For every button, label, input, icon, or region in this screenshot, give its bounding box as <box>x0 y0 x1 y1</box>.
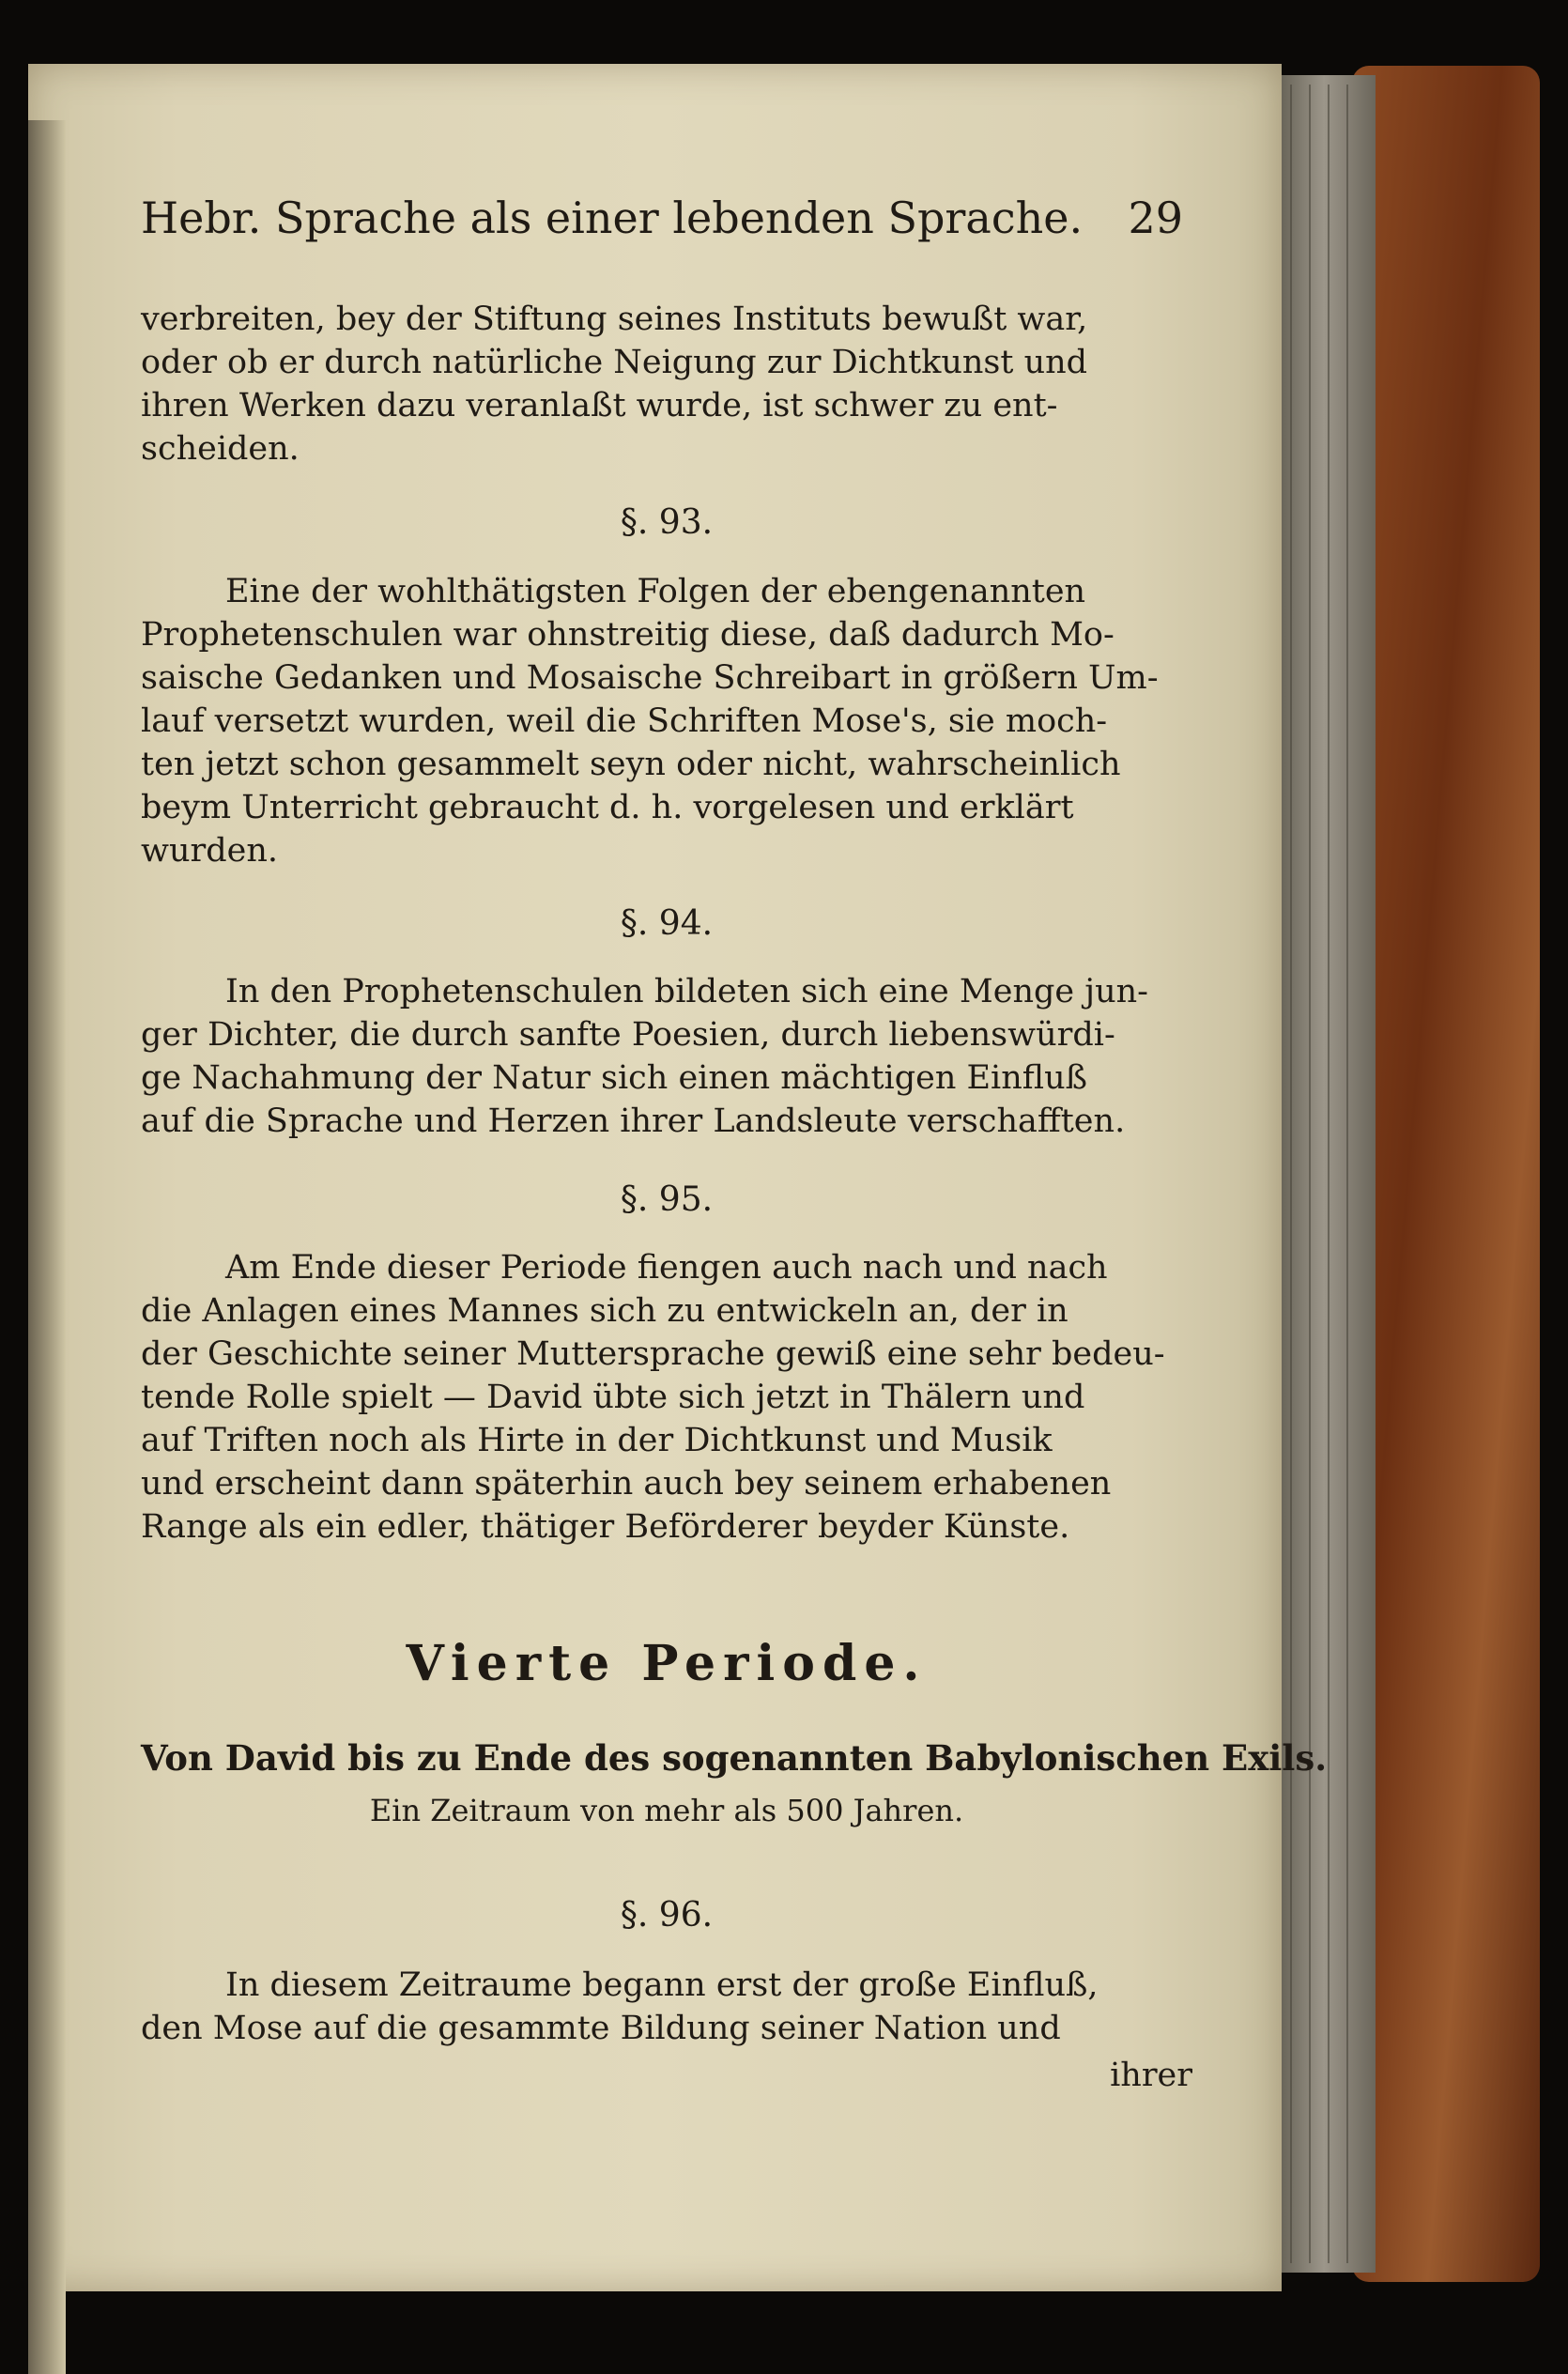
paragraph-line: Eine der wohlthätigsten Folgen der ebengenannten <box>225 573 1086 610</box>
section-96-heading: §. 96. <box>620 1896 714 1935</box>
paragraph-line: ge Nachahmung der Natur sich einen mächtigen Einfluß <box>141 1059 1088 1097</box>
paragraph-line: scheiden. <box>141 430 300 468</box>
paragraph-line: In den Prophetenschulen bildeten sich eine Menge jun- <box>225 973 1148 1010</box>
gutter-shadow <box>28 120 66 2374</box>
page-number: 29 <box>1128 193 1183 243</box>
paragraph-line: verbreiten, bey der Stiftung seines Instituts bewußt war, <box>141 301 1088 338</box>
paragraph-line: die Anlagen eines Mannes sich zu entwickeln an, der in <box>141 1292 1068 1330</box>
paragraph-line: Am Ende dieser Periode fiengen auch nach und nach <box>225 1249 1108 1287</box>
paragraph-line: Range als ein edler, thätiger Beförderer beyder Künste. <box>141 1508 1070 1546</box>
paragraph-line: ihren Werken dazu veranlaßt wurde, ist schwer zu ent- <box>141 387 1058 424</box>
section-95-heading: §. 95. <box>620 1180 714 1219</box>
paragraph-line: In diesem Zeitraume begann erst der große Einfluß, <box>225 1966 1099 2004</box>
paragraph-line: lauf versetzt wurden, weil die Schriften Mose's, sie moch- <box>141 702 1108 740</box>
period-subtitle: Von David bis zu Ende des sogenannten Babylonischen Exils. <box>141 1737 1328 1779</box>
period-span: Ein Zeitraum von mehr als 500 Jahren. <box>369 1793 964 1828</box>
paragraph-line: Prophetenschulen war ohnstreitig diese, daß dadurch Mo- <box>141 616 1115 654</box>
paragraph-line: den Mose auf die gesammte Bildung seiner Nation und <box>141 2010 1061 2047</box>
paragraph-line: oder ob er durch natürliche Neigung zur Dichtkunst und <box>141 344 1088 381</box>
paragraph-line: tende Rolle spielt — David übte sich jetzt in Thälern und <box>141 1379 1085 1416</box>
running-head <box>141 193 1192 243</box>
paragraph-line: ger Dichter, die durch sanfte Poesien, durch liebenswürdi- <box>141 1016 1115 1054</box>
paragraph-line: auf Triften noch als Hirte in der Dichtkunst und Musik <box>141 1422 1053 1459</box>
paragraph-line: beym Unterricht gebraucht d. h. vorgelesen und erklärt <box>141 789 1074 826</box>
period-title: Vierte Periode. <box>406 1635 928 1692</box>
section-93-heading: §. 93. <box>620 503 714 542</box>
paragraph-line: wurden. <box>141 832 279 870</box>
section-94-heading: §. 94. <box>620 904 714 943</box>
paragraph-line: saische Gedanken und Mosaische Schreibart in größern Um- <box>141 659 1159 697</box>
paragraph-line: ten jetzt schon gesammelt seyn oder nicht, wahrscheinlich <box>141 746 1121 783</box>
paragraph-line: auf die Sprache und Herzen ihrer Landsleute verschafften. <box>141 1102 1126 1140</box>
catchword: ihrer <box>1110 2057 1192 2094</box>
running-head-title: Hebr. Sprache als einer lebenden Sprache. <box>141 193 1084 243</box>
paragraph-line: und erscheint dann späterhin auch bey seinem erhabenen <box>141 1465 1112 1503</box>
paragraph-line: der Geschichte seiner Muttersprache gewiß eine sehr bedeu- <box>141 1335 1165 1373</box>
